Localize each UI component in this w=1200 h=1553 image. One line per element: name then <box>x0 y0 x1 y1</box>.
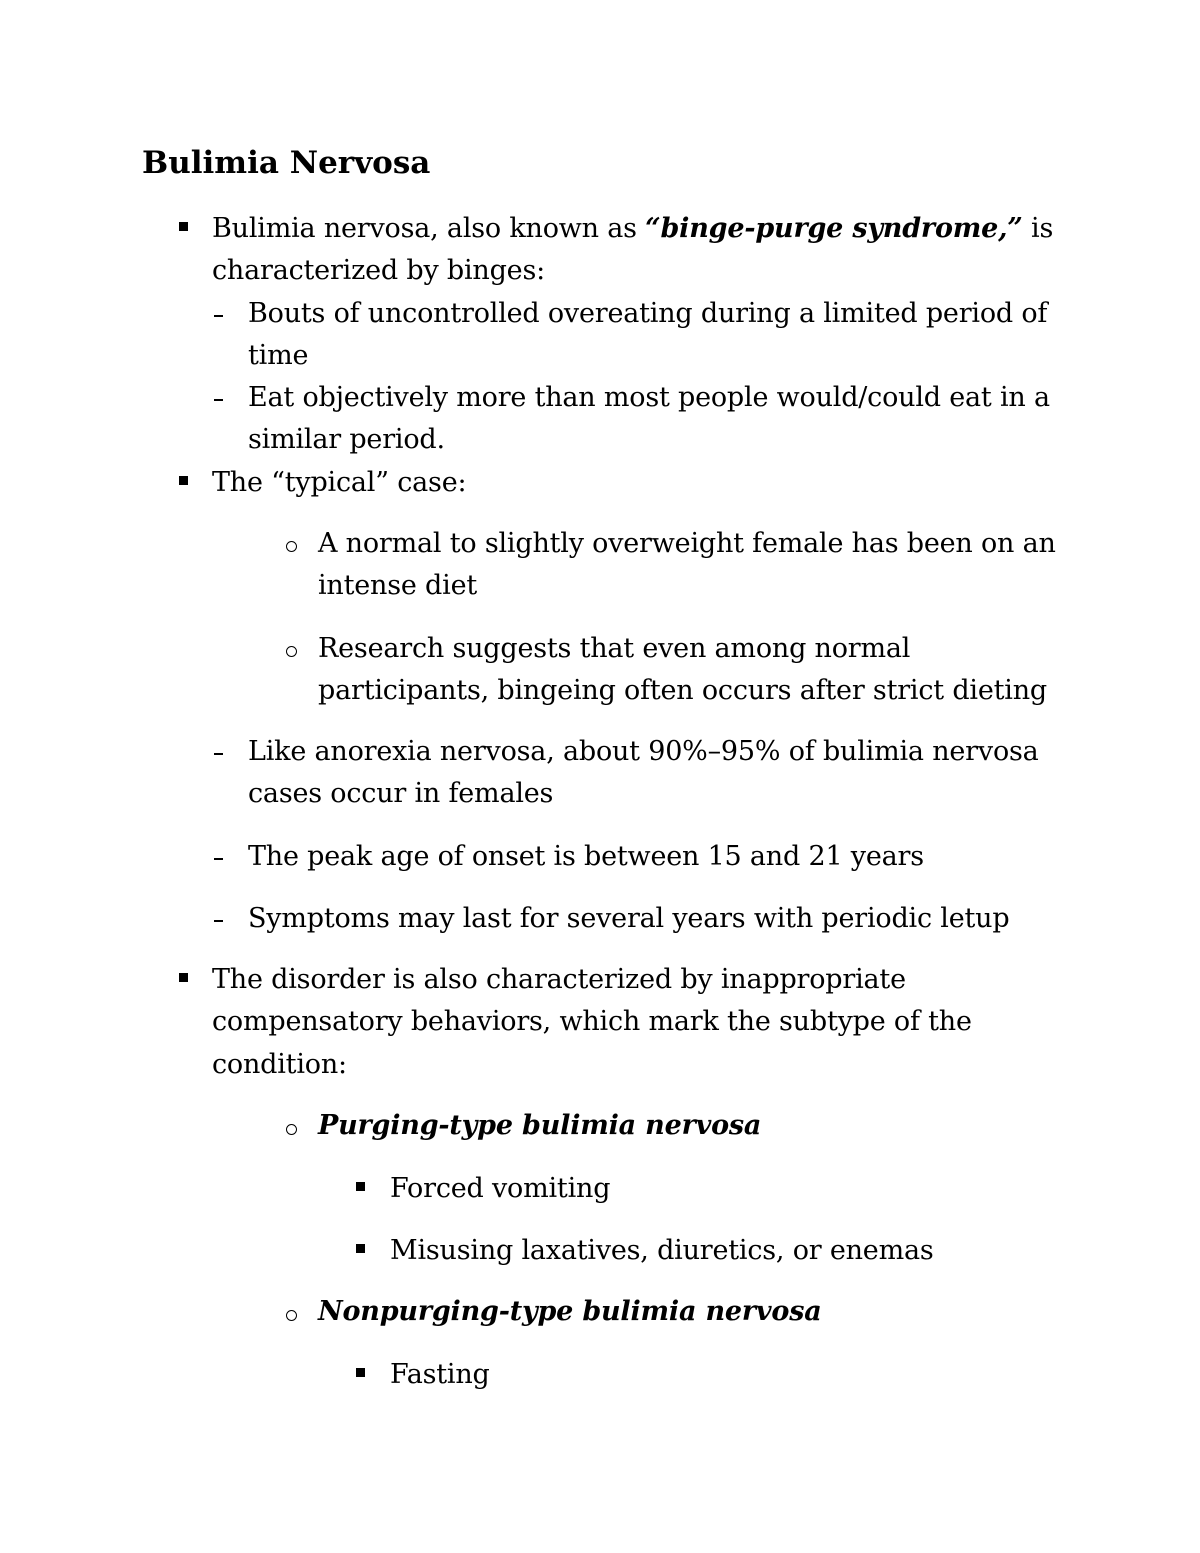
dash-3-line-2: cases occur in females <box>248 778 554 809</box>
square-bullet-icon <box>356 1368 365 1377</box>
square-bullet-icon <box>356 1244 365 1253</box>
sub-3-line-1: Fasting <box>390 1359 490 1390</box>
dash-5-line-1: Symptoms may last for several years with periodic letup <box>248 903 1010 934</box>
sub-1-line-1: Forced vomiting <box>390 1173 611 1204</box>
dash-3-line-1: Like anorexia nervosa, about 90%–95% of bulimia nervosa <box>248 736 1039 767</box>
square-bullet-icon <box>179 973 188 982</box>
circle-bullet-icon <box>286 1310 297 1321</box>
circle-bullet-icon <box>286 1124 297 1135</box>
page-title: Bulimia Nervosa <box>142 145 431 181</box>
bullet-1-text: Bulimia nervosa, also known as <box>212 213 646 244</box>
bullet-3-line-1: The disorder is also characterized by inappropriate <box>212 964 906 995</box>
circle-bullet-icon <box>286 646 297 657</box>
circle-4-line-1: Nonpurging-type bulimia nervosa <box>318 1296 822 1327</box>
dash-4-line-1: The peak age of onset is between 15 and 21 years <box>248 841 924 872</box>
dash-bullet-icon <box>214 753 223 755</box>
circle-3-line-1: Purging-type bulimia nervosa <box>318 1110 762 1141</box>
square-bullet-icon <box>356 1182 365 1191</box>
dash-1-line-2: time <box>248 340 309 371</box>
bullet-2-line-1: The “typical” case: <box>212 467 467 498</box>
square-bullet-icon <box>179 476 188 485</box>
dash-bullet-icon <box>214 858 223 860</box>
bullet-1-line-1 <box>212 208 1053 250</box>
dash-bullet-icon <box>214 399 223 401</box>
circle-2-line-2: participants, bingeing often occurs after strict dieting <box>318 675 1047 706</box>
dash-1-line-1: Bouts of uncontrolled overeating during a limited period of <box>248 298 1048 329</box>
bullet-3-line-3: condition: <box>212 1049 347 1080</box>
circle-bullet-icon <box>286 541 297 552</box>
circle-2-line-1: Research suggests that even among normal <box>318 633 911 664</box>
circle-1-line-1: A normal to slightly overweight female has been on an <box>318 528 1056 559</box>
dash-bullet-icon <box>214 315 223 317</box>
circle-1-line-2: intense diet <box>318 570 478 601</box>
bullet-3-line-2: compensatory behaviors, which mark the subtype of the <box>212 1006 972 1037</box>
dash-2-line-2: similar period. <box>248 424 445 455</box>
dash-2-line-1: Eat objectively more than most people would/could eat in a <box>248 382 1050 413</box>
bullet-1-text-end: is <box>1022 213 1054 244</box>
bullet-1-emphasis: “binge-purge syndrome,” <box>645 213 1023 244</box>
dash-bullet-icon <box>214 920 223 922</box>
sub-2-line-1: Misusing laxatives, diuretics, or enemas <box>390 1235 934 1266</box>
bullet-1-line-2: characterized by binges: <box>212 255 546 286</box>
square-bullet-icon <box>179 222 188 231</box>
